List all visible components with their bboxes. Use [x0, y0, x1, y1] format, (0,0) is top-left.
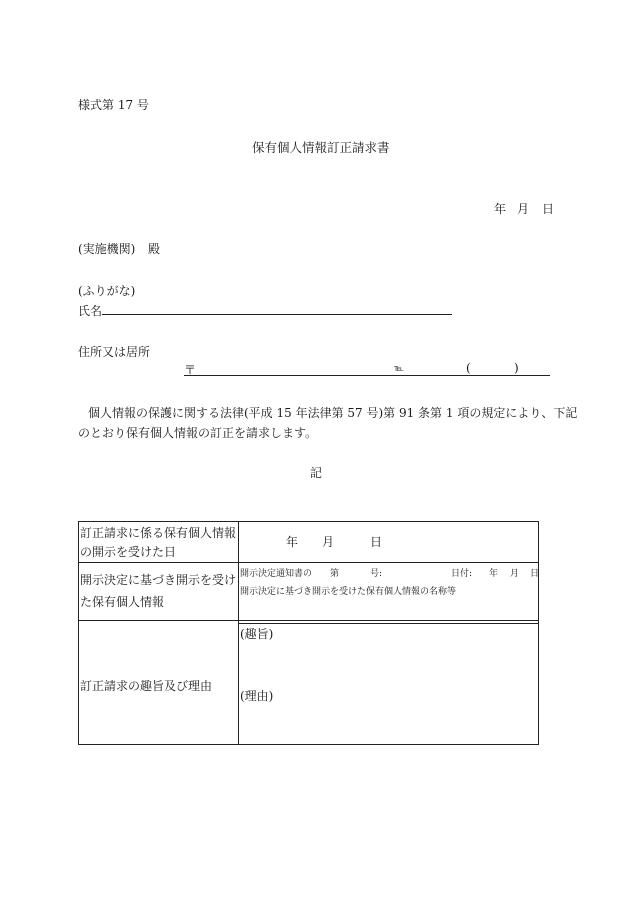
- row2-notice-label: 開示決定通知書の: [240, 569, 313, 579]
- address-field[interactable]: [184, 361, 550, 376]
- form-title: 保有個人情報訂正請求書: [252, 140, 390, 155]
- row2-label-line1: 開示決定に基づき開示を受け: [80, 573, 237, 587]
- tel-mark: ℡: [394, 364, 404, 374]
- name-field[interactable]: [102, 300, 452, 315]
- row3-reason: (理由): [240, 689, 274, 703]
- address-label: 住所又は居所: [78, 345, 151, 359]
- tel-paren-close: ): [514, 361, 519, 375]
- row3-purpose: (趣旨): [240, 627, 274, 641]
- name-label: 氏名: [78, 304, 103, 318]
- row1-year: 年: [286, 535, 299, 549]
- postal-mark: 〒: [184, 363, 197, 377]
- row2-dai: 第: [330, 569, 340, 579]
- row2-go: 号:: [370, 569, 383, 579]
- table-row-divider-1: [78, 562, 539, 563]
- table-column-divider: [238, 521, 239, 745]
- addressee-honorific: 殿: [148, 242, 161, 256]
- furigana-label: (ふりがな): [78, 284, 136, 298]
- row2-day: 日: [530, 569, 540, 579]
- row1-day: 日: [370, 535, 383, 549]
- table-row-divider-2b: [238, 623, 539, 624]
- row2-name-line: 開示決定に基づき開示を受けた保有個人情報の名称等: [240, 587, 457, 597]
- date-day-label: 日: [542, 202, 555, 216]
- date-month-label: 月: [517, 202, 530, 216]
- table-row-divider-2: [78, 620, 539, 621]
- row2-year: 年: [489, 569, 499, 579]
- addressee-org: (実施機関): [78, 242, 136, 256]
- row3-label: 訂正請求の趣旨及び理由: [80, 679, 213, 693]
- row1-label-line2: の開示を受けた日: [80, 545, 177, 559]
- body-text-line2: のとおり保有個人情報の訂正を請求します。: [78, 426, 318, 440]
- tel-paren-open: (: [466, 361, 471, 375]
- row1-label-line1: 訂正請求に係る保有個人情報: [80, 526, 237, 540]
- form-number: 様式第 17 号: [78, 98, 149, 112]
- body-text-line1: 個人情報の保護に関する法律(平成 15 年法律第 57 号)第 91 条第 1 項の規定により、下記: [88, 406, 578, 420]
- ki-heading: 記: [310, 466, 323, 480]
- row2-month: 月: [510, 569, 520, 579]
- row1-month: 月: [322, 535, 335, 549]
- date-year-label: 年: [494, 202, 507, 216]
- row2-date-label: 日付:: [451, 569, 473, 579]
- row2-label-line2: た保有個人情報: [80, 595, 165, 609]
